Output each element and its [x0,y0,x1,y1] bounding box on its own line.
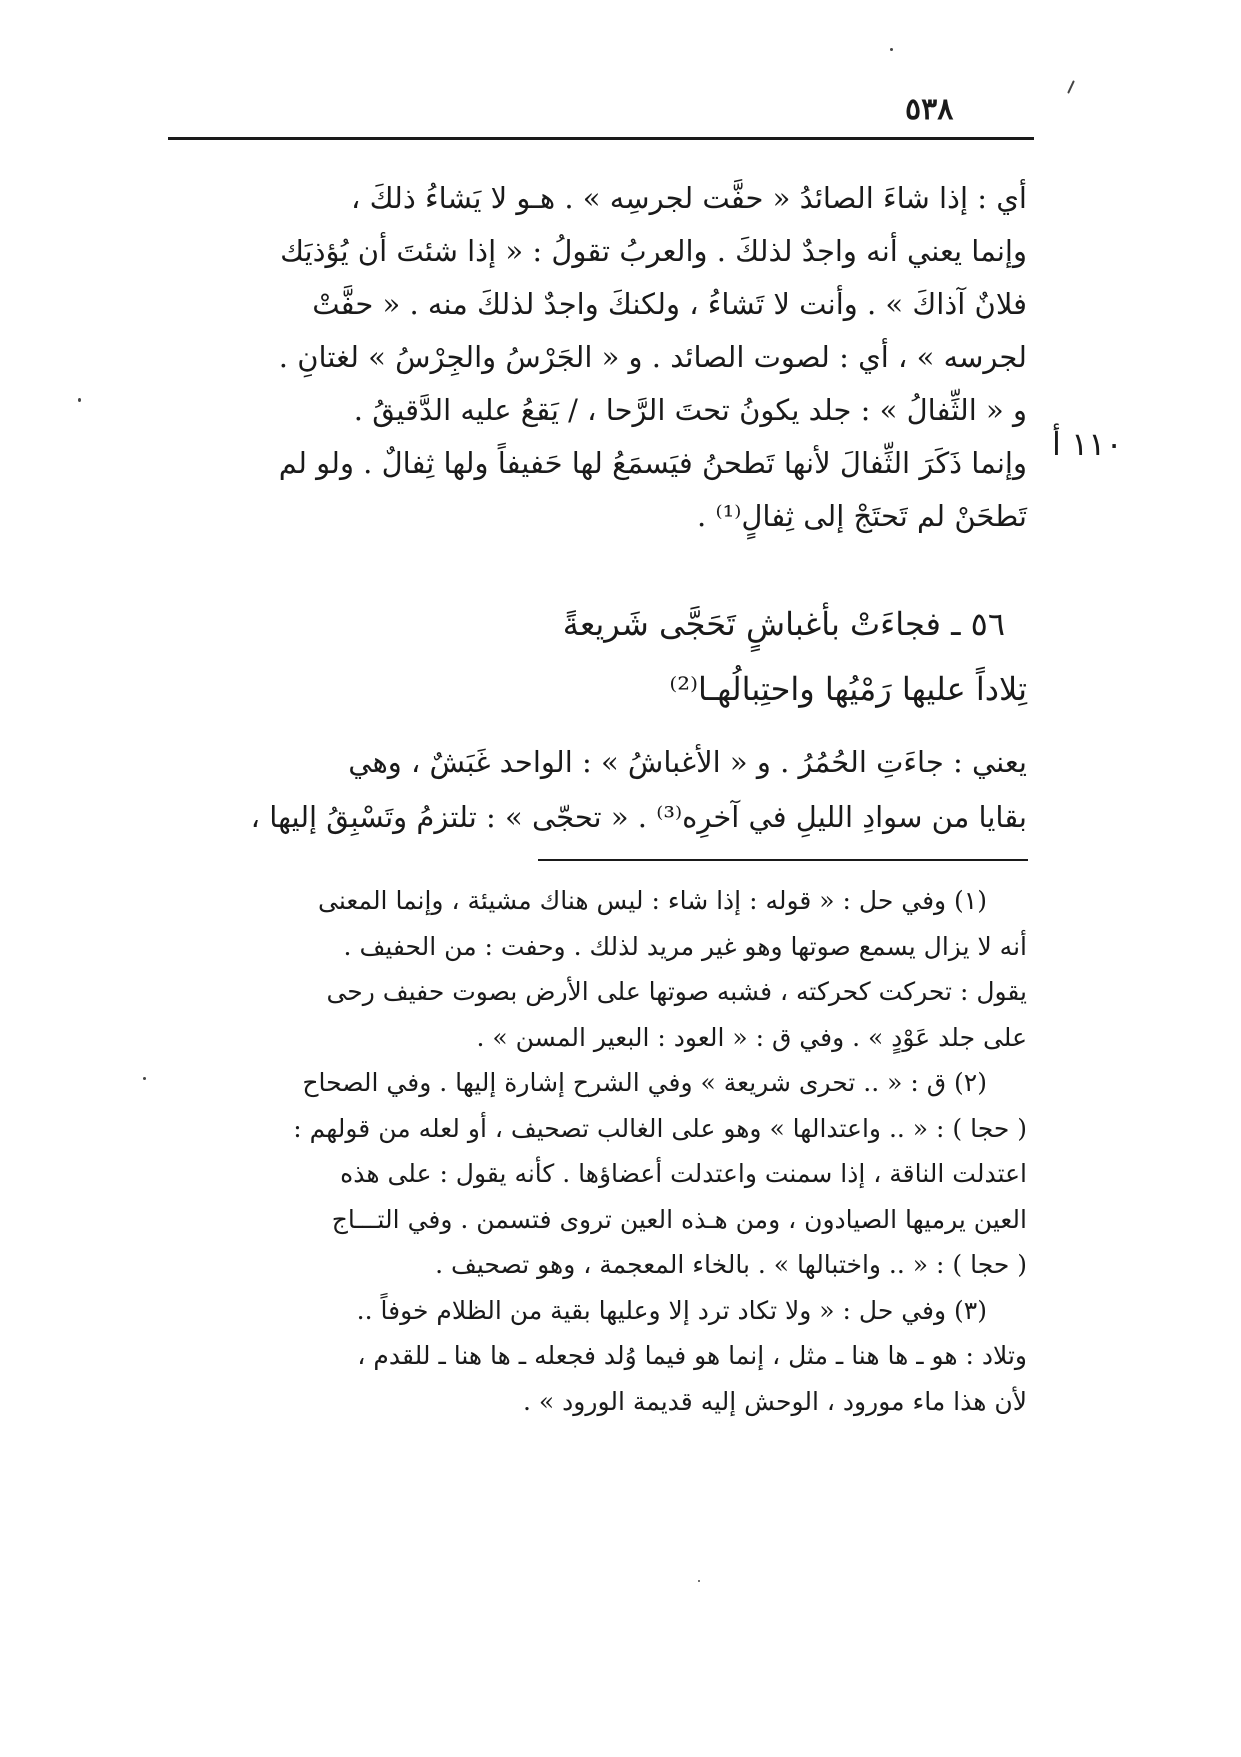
scan-speck [890,48,893,51]
scan-speck [143,1077,146,1080]
scan-speck [1067,80,1075,94]
text-line: أي : إذا شاءَ الصائدُ « حفَّت لجرسِه » . هـو لا يَشاءُ ذلكَ ، [350,181,1027,215]
header-rule [168,137,1034,140]
text-line: بقايا من سوادِ الليلِ في آخرِه⁽³⁾ . « تحجّى » : تلتزمُ وتَسْبِقُ إليها ، [250,800,1027,834]
scan-speck [698,1580,700,1582]
footnote-line: لأن هذا ماء مورود ، الوحش إليه قديمة الورود » . [523,1386,1027,1416]
footnote-line: (٢) ق : « .. تحرى شريعة » وفي الشرح إشارة إليها . وفي الصحاح [302,1068,987,1097]
verse-hemistich-2: تِلاداً عليها رَمْيُها واحتِبالُهـا⁽²⁾ [669,670,1027,708]
text-line: لجرسه » ، أي : لصوت الصائد . و « الجَرْسُ والجِرْسُ » لغتانِ . [278,340,1027,374]
footnote-line: ( حجا ) : « .. واعتدالها » وهو على الغالب تصحيف ، أو لعله من قولهم : [293,1113,1027,1143]
text-line: و « الثِّفالُ » : جلد يكونُ تحتَ الرَّحا ، / يَقعُ عليه الدَّقيقُ . [353,393,1027,427]
footnotes [175,878,1027,1424]
footnote-line: العين يرميها الصيادون ، ومن هـذه العين تروى فتسمن . وفي التـــاج [331,1204,1027,1234]
text-line: يعني : جاءَتِ الحُمُرُ . و « الأغباشُ » : الواحد غَبَشٌ ، وهي [348,745,1027,779]
verse-hemistich-1: ٥٦ ـ فجاءَتْ بأغباشٍ تَحَجَّى شَريعةً [562,605,1005,643]
text-line: تَطحَنْ لم تَحتَجْ إلى ثِفالٍ⁽¹⁾ . [697,499,1027,533]
text-line: فلانٌ آذاكَ » . وأنت لا تَشاءُ ، ولكنكَ واجدٌ لذلكَ منه . « حفَّتْ [312,287,1027,321]
footnote-line: (١) وفي حل : « قوله : إذا شاء : ليس هناك مشيئة ، وإنما المعنى [318,886,987,915]
commentary-text-2 [175,735,1027,845]
scan-speck [78,398,81,402]
text-line: وإنما ذَكَرَ الثِّفالَ لأنها تَطحنُ فيَسمَعُ لها حَفيفاً ولها ثِفالٌ . ولو لم [278,446,1027,480]
page-number: ٥٣٨ [905,92,954,127]
footnote-rule [538,859,1028,861]
footnote-line: ( حجا ) : « .. واختبالها » . بالخاء المعجمة ، وهو تصحيف . [435,1250,1027,1279]
footnote-line: اعتدلت الناقة ، إذا سمنت واعتدلت أعضاؤها . كأنه يقول : على هذه [340,1159,1027,1188]
footnote-line: على جلد عَوْدٍ » . وفي ق : « العود : البعير المسن » . [476,1022,1027,1052]
footnote-line: وتلاد : هو ـ ها هنا ـ مثل ، إنما هو فيما وُلد فجعله ـ ها هنا ـ للقدم ، [357,1341,1027,1370]
margin-reference: ١١٠ أ [1052,425,1123,463]
text-line: وإنما يعني أنه واجدٌ لذلكَ . والعربُ تقولُ : « إذا شئتَ أن يُؤذيَك [280,234,1027,268]
footnote-line: يقول : تحركت كحركته ، فشبه صوتها على الأرض بصوت حفيف رحى [326,977,1027,1006]
footnote-line: أنه لا يزال يسمع صوتها وهو غير مريد لذلك . وحفت : من الحفيف . [343,931,1027,961]
commentary-text [175,172,1027,543]
footnote-line: (٣) وفي حل : « ولا تكاد ترد إلا وعليها بقية من الظلام خوفاً .. [356,1295,987,1325]
